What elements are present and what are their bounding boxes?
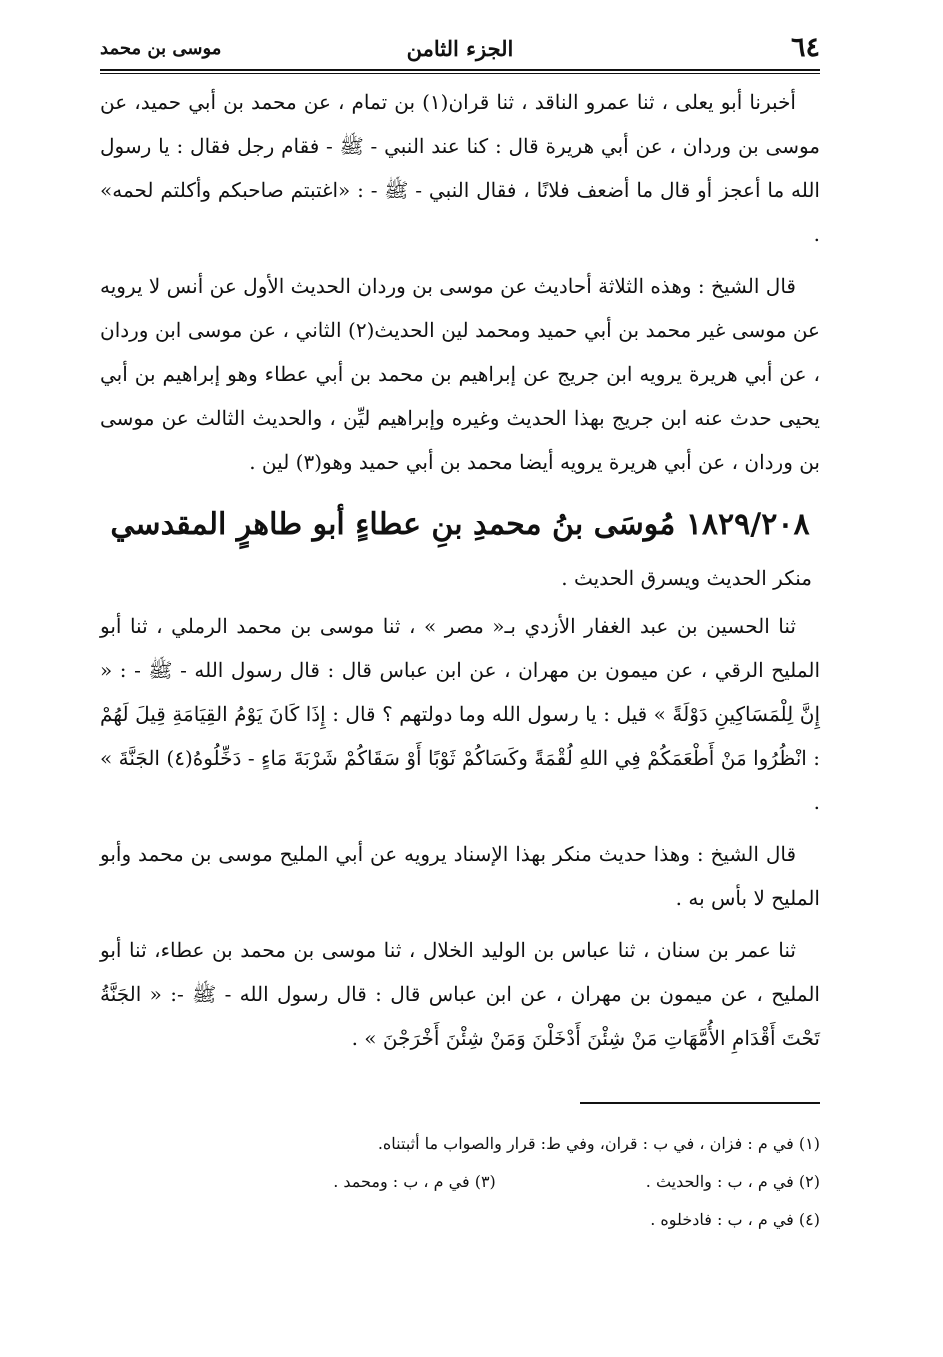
hadith-paragraph: أخبرنا أبو يعلى ، ثنا عمرو الناقد ، ثنا قران(١) بن تمام ، عن محمد بن أبي حميد، عن موسى بن وردان ، عن أبي هريرة قال : كنا عند النبي - ﷺ - فقام رجل فقال : يا رسول الله ما أعجز أو قال ما أضعف فلانًا ، فقال النبي - ﷺ - : «اغتبتم صاحبكم وأكلتم لحمه» . [100,90,820,246]
footnotes [100,1125,820,1239]
commentary-paragraph: قال الشيخ : وهذه الثلاثة أحاديث عن موسى بن وردان الحديث الأول عن أنس لا يرويه عن موسى غير محمد بن أبي حميد ومحمد لين الحديث(٢) الثاني ، عن موسى ابن وردان ، عن أبي هريرة يرويه ابن جريج عن إبراهيم بن محمد بن أبي عطاء وهو إبراهيم بن أبي يحيى حدث عنه ابن جريج بهذا الحديث وغيره وإبراهيم ليِّن ، والحديث الثالث عن موسى بن وردان ، عن أبي هريرة يرويه أيضا محمد بن أبي حميد وهو(٣) لين . [100,274,820,474]
commentary-paragraph: قال الشيخ : وهذا حديث منكر بهذا الإسناد يرويه عن أبي المليح موسى بن محمد وأبو المليح لا بأس به . [100,842,820,910]
running-head-subject: موسى بن محمد [100,38,222,59]
page-header [100,32,820,68]
hadith-paragraph: ثنا عمر بن سنان ، ثنا عباس بن الوليد الخلال ، ثنا موسى بن محمد بن عطاء، ثنا أبو المليح ، عن ميمون بن مهران ، عن ابن عباس قال : قال رسول الله - ﷺ -: « الجَنَّةُ تَحْتَ أَقْدَامِ الأُمَّهَاتِ مَنْ شِئْنَ أَدْخَلْنَ وَمَنْ شِئْنَ أَخْرَجْنَ » . [100,938,820,1050]
footnote-1: (١) في م : فزان ، في ب : قران، وفي ط: قرار والصواب ما أثبتناه. [377,1134,820,1153]
page-body [100,80,820,1068]
footnote-4: (٤) في م ، ب : فادخلوه . [650,1210,820,1229]
footnote-rule [580,1102,820,1104]
running-head-part: الجزء الثامن [406,36,514,61]
entry-grade: منكر الحديث ويسرق الحديث . [561,566,812,590]
entry-title: ١٨٢٩/٢٠٨ مُوسَى بنُ محمدِ بنِ عطاءٍ أبو طاهرٍ المقدسي [110,507,810,542]
header-rule [100,69,820,74]
page-number: ٦٤ [790,32,820,63]
footnote-3: (٣) في م ، ب : ومحمد . [333,1172,496,1191]
hadith-paragraph: ثنا الحسين بن عبد الغفار الأزدي بـ« مصر » ، ثنا موسى بن محمد الرملي ، ثنا أبو المليح الرقي ، عن ميمون بن مهران ، عن ابن عباس قال : قال رسول الله - ﷺ - : « إِنَّ لِلْمَسَاكِينِ دَوْلَةً » قيل : يا رسول الله وما دولتهم ؟ قال : إِذَا كَانَ يَوْمُ القِيَامَةِ قِيلَ لَهُمْ : انْظُرُوا مَنْ أَطْعَمَكُمْ فِي اللهِ لُقْمَةً وكَسَاكُمْ ثَوْبًا أَوْ سَقَاكُمْ شَرْبَةَ مَاءٍ - دَخِّلُوهُ(٤) الجَنَّةَ » . [100,614,820,814]
footnote-2: (٢) في م ، ب : والحديث . [645,1172,820,1191]
